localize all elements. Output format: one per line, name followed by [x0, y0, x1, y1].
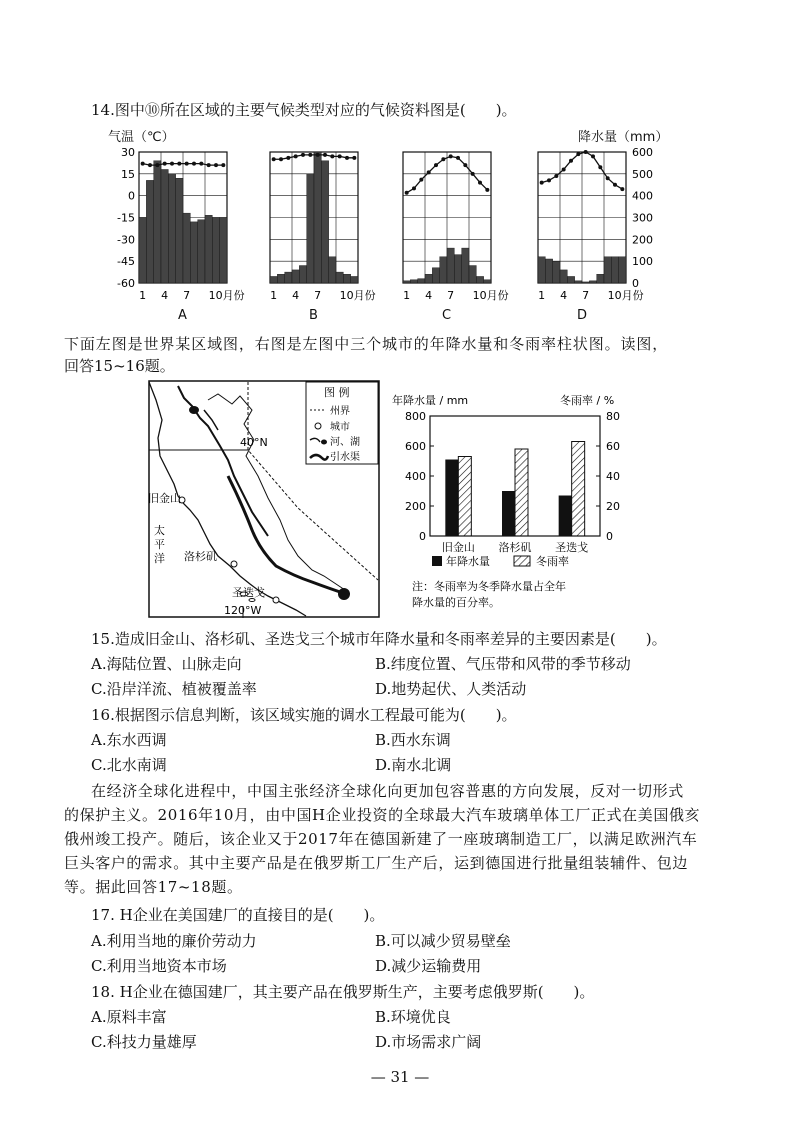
- chart-note-line-1: 注：冬雨率为冬季降水量占全年: [412, 580, 566, 593]
- month-tick-label: 7: [447, 289, 455, 302]
- precip-bar: [205, 215, 212, 283]
- precip-tick-label: 400: [632, 189, 653, 203]
- temp-point: [316, 153, 320, 157]
- temp-point: [272, 157, 276, 161]
- month-tick-label: 7: [183, 289, 191, 302]
- bar-y2tick-label: 60: [606, 440, 620, 453]
- q16-option-c[interactable]: C.北水南调: [91, 756, 167, 774]
- bar-category-label: 洛杉矶: [498, 541, 532, 554]
- precip-bar: [183, 213, 190, 283]
- temp-point: [338, 154, 342, 158]
- precip-bar: [329, 257, 336, 283]
- temp-point: [170, 162, 174, 166]
- q16-option-d[interactable]: D.南水北调: [375, 756, 452, 774]
- precip-bar: [161, 169, 168, 283]
- chart-label-b: B: [309, 308, 318, 323]
- month-tick-label: 10月份: [607, 289, 644, 302]
- temp-point: [584, 150, 588, 154]
- precip-bar: [336, 272, 343, 283]
- precip-bar: [343, 274, 350, 283]
- month-tick-label: 10月份: [208, 289, 245, 302]
- bar-y2tick-label: 80: [606, 410, 620, 423]
- city-label-sd: 圣迭戈: [232, 586, 265, 599]
- q17-option-a[interactable]: A.利用当地的廉价劳动力: [91, 932, 257, 950]
- temp-point: [554, 174, 558, 178]
- lake-north: [189, 406, 199, 414]
- precip-bar: [285, 272, 292, 283]
- bar-category-label: 圣迭戈: [555, 541, 589, 554]
- precip-bar: [154, 161, 161, 283]
- bar-y2tick-label: 0: [606, 530, 613, 543]
- temp-point: [441, 157, 445, 161]
- precip-bar: [582, 282, 589, 283]
- legend-winter-rain: 冬雨率: [536, 555, 569, 568]
- bar-annual-precip: [445, 460, 458, 537]
- temp-point: [163, 162, 167, 166]
- temp-point: [540, 181, 544, 185]
- temp-point: [405, 191, 409, 195]
- month-tick-label: 4: [560, 289, 568, 302]
- bar-category-label: 旧金山: [441, 541, 475, 554]
- precip-bar: [307, 174, 314, 283]
- temp-point: [620, 187, 624, 191]
- passage-line-5: 等。据此回答17~18题。: [64, 878, 243, 896]
- bar-ytick-label: 0: [419, 530, 426, 543]
- temp-point: [576, 152, 580, 156]
- temp-point: [148, 163, 152, 167]
- q16-stem: 16.根据图示信息判断，该区域实施的调水工程最可能为( )。: [91, 706, 517, 724]
- q15-option-a[interactable]: A.海陆位置、山脉走向: [91, 655, 242, 673]
- lon-label: 120°W: [224, 604, 262, 617]
- lat-label: 40°N: [240, 436, 268, 449]
- precip-bar: [447, 248, 454, 283]
- q15-option-d[interactable]: D.地势起伏、人类活动: [375, 680, 527, 698]
- city-marker-la: [231, 561, 237, 567]
- precip-bar: [476, 276, 483, 283]
- precip-bar: [469, 266, 476, 283]
- ocean-label-3: 洋: [154, 552, 165, 565]
- month-tick-label: 4: [161, 289, 169, 302]
- temp-point: [294, 154, 298, 158]
- month-tick-label: 10月份: [339, 289, 376, 302]
- q18-option-c[interactable]: C.科技力量雄厚: [91, 1033, 197, 1051]
- temp-point: [323, 153, 327, 157]
- temp-point: [419, 178, 423, 182]
- precip-bar: [440, 257, 447, 283]
- region-map: [148, 380, 380, 618]
- bar-ytick-label: 600: [405, 440, 426, 453]
- temp-tick-label: -30: [117, 233, 135, 247]
- temp-point: [547, 178, 551, 182]
- chart-label-a: A: [178, 308, 187, 323]
- month-tick-label: 7: [582, 289, 590, 302]
- q15-stem: 15.造成旧金山、洛杉矶、圣迭戈三个城市年降水量和冬雨率差异的主要因素是( )。: [91, 630, 667, 648]
- temp-point: [177, 162, 181, 166]
- precip-bar: [220, 218, 227, 284]
- precip-bar: [277, 274, 284, 283]
- chart-label-c: C: [442, 308, 452, 323]
- temp-point: [606, 176, 610, 180]
- passage-line-1: 在经济全球化进程中，中国主张经济全球化向更加包容普惠的方向发展，反对一切形式: [91, 782, 684, 800]
- bar-ytick-label: 800: [405, 410, 426, 423]
- precip-bar: [410, 280, 417, 283]
- passage-line-4: 巨头客户的需求。其中主要产品是在俄罗斯工厂生产后，运到德国进行批量组装辅件、包边: [64, 854, 689, 872]
- legend-annual-precip: 年降水量: [446, 555, 490, 568]
- precip-bar: [432, 268, 439, 283]
- bar-ytick-label: 200: [405, 500, 426, 513]
- precip-bar: [351, 276, 358, 283]
- precip-tick-label: 300: [632, 211, 653, 225]
- legend-item-aqueduct: 引水渠: [330, 452, 360, 463]
- bar-winter-rain-rate: [515, 449, 528, 536]
- q16-option-a[interactable]: A.东水西调: [91, 731, 167, 749]
- precip-bar: [425, 274, 432, 283]
- temp-point: [141, 162, 145, 166]
- precip-bar: [418, 279, 425, 283]
- legend-item-river-lake: 河、湖: [330, 437, 360, 448]
- temp-tick-label: -60: [117, 277, 135, 290]
- precip-bar: [484, 280, 491, 283]
- month-tick-label: 4: [425, 289, 433, 302]
- q17-stem: 17. H企业在美国建厂的直接目的是( )。: [91, 906, 385, 924]
- precip-tick-label: 600: [632, 146, 653, 159]
- precip-tick-label: 0: [632, 277, 639, 290]
- city-label-sf: 旧金山: [148, 492, 181, 505]
- precip-bar: [567, 276, 574, 283]
- temp-point: [562, 167, 566, 171]
- q17-option-d[interactable]: D.减少运输费用: [375, 957, 482, 975]
- temp-tick-label: -15: [117, 211, 135, 225]
- precip-bar: [462, 248, 469, 283]
- temp-point: [449, 154, 453, 158]
- temp-point: [155, 163, 159, 167]
- legend-item-city: 城市: [330, 422, 350, 433]
- precip-bar: [611, 257, 618, 283]
- chart-note-line-2: 降水量的百分率。: [412, 596, 500, 609]
- chart-label-d: D: [577, 308, 588, 323]
- q15-option-b[interactable]: B.纬度位置、气压带和风带的季节移动: [375, 655, 631, 673]
- q18-option-b[interactable]: B.环境优良: [375, 1008, 451, 1026]
- temp-point: [613, 183, 617, 187]
- legend-city-symbol: [315, 423, 321, 429]
- temp-point: [598, 165, 602, 169]
- bar-y2tick-label: 40: [606, 470, 620, 483]
- bar-y2tick-label: 20: [606, 500, 620, 513]
- precip-bar: [575, 281, 582, 283]
- city-marker-sd: [273, 597, 279, 603]
- temp-point: [192, 162, 196, 166]
- temp-point: [286, 156, 290, 160]
- q14-stem: 14.图中⑩所在区域的主要气候类型对应的气候资料图是( )。: [91, 101, 517, 119]
- climate-charts: [0, 0, 800, 340]
- precip-bar: [619, 257, 626, 283]
- temp-point: [308, 153, 312, 157]
- precip-bar: [146, 180, 153, 283]
- temp-point: [330, 154, 334, 158]
- precip-bar: [176, 178, 183, 283]
- intro-line-2: 回答15~16题。: [64, 357, 175, 375]
- precip-axis-label: 降水量（mm）: [578, 130, 669, 145]
- precip-bar: [292, 270, 299, 283]
- temp-tick-label: 15: [121, 167, 135, 181]
- month-tick-label: 7: [314, 289, 322, 302]
- precip-bar-chart: [390, 390, 650, 620]
- temp-axis-label: 气温（℃）: [108, 130, 175, 145]
- legend-annual-precip-swatch: [432, 556, 442, 566]
- temp-tick-label: -45: [117, 255, 135, 269]
- temp-point: [463, 163, 467, 167]
- precip-tick-label: 500: [632, 167, 653, 181]
- temp-point: [478, 181, 482, 185]
- temp-point: [207, 163, 211, 167]
- precip-bar: [403, 281, 410, 283]
- precip-bar: [545, 259, 552, 283]
- precip-bar: [454, 255, 461, 283]
- q17-option-b[interactable]: B.可以减少贸易壁垒: [375, 932, 511, 950]
- month-tick-label: 1: [139, 289, 147, 302]
- legend-item-state-border: 州界: [330, 406, 350, 417]
- month-tick-label: 4: [292, 289, 300, 302]
- lake-south: [338, 588, 350, 600]
- q18-option-d[interactable]: D.市场需求广阔: [375, 1033, 482, 1051]
- month-tick-label: 10月份: [472, 289, 509, 302]
- city-label-la: 洛杉矶: [184, 550, 217, 563]
- temp-point: [434, 163, 438, 167]
- month-tick-label: 1: [403, 289, 411, 302]
- temp-point: [221, 163, 225, 167]
- page-number: — 31 —: [370, 1068, 430, 1086]
- passage-line-3: 俄州竣工投产。随后，该企业又于2017年在德国新建了一座玻璃制造工厂，以满足欧洲汽车: [64, 830, 698, 848]
- bar-ylabel: 年降水量 / mm: [392, 394, 469, 407]
- precip-bar: [139, 218, 146, 284]
- ocean-label-1: 太: [154, 524, 165, 537]
- bar-winter-rain-rate: [572, 442, 585, 537]
- q15-option-c[interactable]: C.沿岸洋流、植被覆盖率: [91, 680, 257, 698]
- q18-stem: 18. H企业在德国建厂，其主要产品在俄罗斯生产，主要考虑俄罗斯( )。: [91, 983, 595, 1001]
- temp-tick-label: 0: [128, 189, 135, 203]
- legend-title: 图 例: [324, 386, 350, 399]
- q18-option-a[interactable]: A.原料丰富: [91, 1008, 167, 1026]
- legend-winter-rain-swatch: [514, 556, 530, 566]
- temp-point: [456, 156, 460, 160]
- precip-tick-label: 200: [632, 233, 653, 247]
- precip-bar: [589, 281, 596, 283]
- month-tick-label: 1: [538, 289, 546, 302]
- temp-point: [485, 188, 489, 192]
- precip-bar: [604, 257, 611, 283]
- precip-bar: [597, 274, 604, 283]
- precip-bar: [270, 276, 277, 283]
- temp-point: [345, 156, 349, 160]
- temp-tick-label: 30: [121, 146, 135, 159]
- precip-tick-label: 100: [632, 255, 653, 269]
- temp-point: [185, 162, 189, 166]
- legend-lake-symbol: [321, 440, 327, 445]
- passage-line-2: 的保护主义。2016年10月，由中国H企业投资的全球最大汽车玻璃单体工厂正式在美国俄亥: [64, 806, 701, 824]
- precip-bar: [553, 261, 560, 283]
- temp-point: [279, 157, 283, 161]
- precip-bar: [314, 152, 321, 283]
- intro-line-1: 下面左图是世界某区域图，右图是左图中三个城市的年降水量和冬雨率柱状图。读图，: [64, 335, 669, 353]
- precip-bar: [212, 218, 219, 284]
- q16-option-b[interactable]: B.西水东调: [375, 731, 451, 749]
- temp-point: [199, 162, 203, 166]
- bar-annual-precip: [502, 491, 515, 536]
- bar-annual-precip: [559, 496, 572, 537]
- temp-point: [214, 163, 218, 167]
- q17-option-c[interactable]: C.利用当地资本市场: [91, 957, 227, 975]
- bar-ytick-label: 400: [405, 470, 426, 483]
- bar-winter-rain-rate: [458, 457, 471, 537]
- temp-point: [352, 156, 356, 160]
- temp-point: [569, 159, 573, 163]
- temp-point: [412, 186, 416, 190]
- precip-bar: [168, 174, 175, 283]
- precip-bar: [299, 266, 306, 283]
- precip-bar: [560, 270, 567, 283]
- bar-y2label: 冬雨率 / %: [560, 394, 615, 407]
- temp-point: [591, 154, 595, 158]
- ocean-label-2: 平: [154, 538, 165, 551]
- precip-bar: [198, 220, 205, 283]
- precip-bar: [538, 257, 545, 283]
- month-tick-label: 1: [270, 289, 278, 302]
- temp-point: [471, 172, 475, 176]
- precip-bar: [321, 161, 328, 283]
- precip-bar: [190, 222, 197, 283]
- temp-point: [427, 170, 431, 174]
- temp-point: [301, 153, 305, 157]
